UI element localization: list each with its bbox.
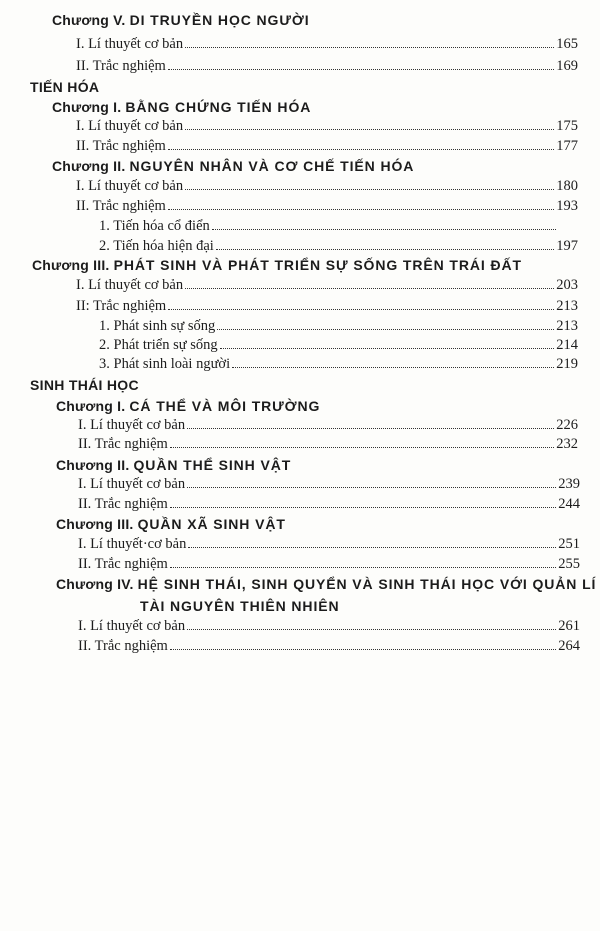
entry-page: 244 (558, 496, 580, 512)
dot-leader (168, 208, 554, 210)
entry-page: 175 (556, 118, 578, 134)
entry-label: 3. Phát sinh loài người (99, 356, 231, 372)
entry-label: II. Trắc nghiệm (76, 58, 166, 74)
toc-entry[interactable] (78, 417, 578, 434)
chapter-label: Chương V. (52, 12, 126, 28)
dot-leader (185, 287, 554, 289)
toc-entry[interactable] (99, 318, 578, 335)
dot-leader (217, 328, 554, 330)
toc-entry[interactable] (78, 436, 578, 453)
entry-label: I. Lí thuyết·cơ bản (78, 536, 187, 552)
dot-leader (220, 347, 555, 349)
entry-label: I. Lí thuyết cơ bản (76, 178, 184, 194)
dot-leader (187, 486, 556, 488)
dot-leader (187, 628, 556, 630)
dot-leader (216, 248, 554, 250)
dot-leader (212, 228, 556, 230)
dot-leader (232, 366, 554, 368)
entry-page: 180 (556, 178, 578, 194)
chapter-heading (52, 12, 309, 28)
toc-entry[interactable] (76, 118, 578, 135)
toc-entry[interactable] (78, 618, 580, 635)
toc-entry[interactable] (76, 298, 578, 315)
dot-leader (170, 446, 554, 448)
toc-entry[interactable] (78, 536, 580, 553)
toc-entry[interactable] (78, 476, 580, 493)
entry-page: 169 (556, 58, 578, 74)
entry-page: 261 (558, 618, 580, 634)
entry-page: 239 (558, 476, 580, 492)
entry-label: II. Trắc nghiệm (78, 436, 168, 452)
entry-label: II. Trắc nghiệm (76, 138, 166, 154)
chapter-heading (32, 257, 522, 273)
chapter-label: Chương I. (56, 398, 126, 414)
chapter-title: HỆ SINH THÁI, SINH QUYỂN VÀ SINH THÁI HỌC VỚI QUẢN LÍ (137, 576, 597, 592)
dot-leader (168, 148, 554, 150)
part-title: SINH THÁI HỌC (30, 377, 139, 393)
part-heading (30, 79, 99, 95)
dot-leader (170, 506, 556, 508)
entry-page: 251 (558, 536, 580, 552)
toc-entry[interactable] (99, 356, 578, 373)
entry-page: 213 (556, 298, 578, 314)
chapter-label: Chương III. (32, 257, 110, 273)
dot-leader (188, 546, 556, 548)
dot-leader (185, 46, 554, 48)
toc-entry[interactable] (78, 556, 580, 573)
entry-label: II. Trắc nghiệm (78, 496, 168, 512)
dot-leader (185, 188, 554, 190)
toc-entry[interactable] (76, 198, 578, 215)
entry-page: 203 (556, 277, 578, 293)
entry-label: I. Lí thuyết cơ bản (76, 118, 184, 134)
toc-entry[interactable] (76, 36, 578, 53)
entry-label: I. Lí thuyết cơ bản (76, 277, 184, 293)
part-title: TIẾN HÓA (30, 79, 100, 95)
chapter-heading-continued (140, 598, 339, 614)
chapter-label: Chương I. (52, 99, 122, 115)
entry-page: 177 (556, 138, 578, 154)
chapter-label: Chương III. (56, 516, 134, 532)
entry-label: 2. Tiến hóa hiện đại (99, 238, 214, 254)
toc-entry[interactable] (76, 277, 578, 294)
entry-label: 1. Phát sinh sự sống (99, 318, 216, 334)
dot-leader (170, 648, 556, 650)
entry-label: I. Lí thuyết cơ bản (78, 417, 186, 433)
entry-page: 214 (556, 337, 578, 353)
entry-label: I. Lí thuyết cơ bản (76, 36, 184, 52)
entry-label: II. Trắc nghiệm (78, 638, 168, 654)
entry-label: 1. Tiến hóa cổ điển (99, 218, 210, 234)
chapter-heading (52, 158, 414, 174)
entry-page: 165 (556, 36, 578, 52)
entry-page: 255 (558, 556, 580, 572)
chapter-title-line2: TÀI NGUYÊN THIÊN NHIÊN (140, 598, 340, 614)
entry-label: II. Trắc nghiệm (78, 556, 168, 572)
chapter-heading (56, 457, 291, 473)
chapter-label: Chương IV. (56, 576, 134, 592)
entry-label: II. Trắc nghiệm (76, 198, 166, 214)
chapter-heading (56, 398, 320, 414)
entry-page: 197 (556, 238, 578, 254)
chapter-title: BẰNG CHỨNG TIẾN HÓA (125, 99, 312, 115)
entry-label: 2. Phát triển sự sống (99, 337, 218, 353)
chapter-heading (56, 576, 596, 592)
entry-label: I. Lí thuyết cơ bản (78, 476, 186, 492)
entry-label: I. Lí thuyết cơ bản (78, 618, 186, 634)
dot-leader (170, 566, 556, 568)
chapter-heading (56, 516, 286, 532)
toc-entry[interactable] (99, 337, 578, 354)
toc-entry[interactable] (78, 638, 580, 655)
part-heading (30, 377, 139, 393)
chapter-title: CÁ THỂ VÀ MÔI TRƯỜNG (129, 398, 321, 414)
entry-page: 264 (558, 638, 580, 654)
chapter-heading (52, 99, 311, 115)
chapter-title: QUẦN XÃ SINH VẬT (137, 516, 286, 532)
chapter-label: Chương II. (56, 457, 130, 473)
dot-leader (168, 68, 554, 70)
toc-entry[interactable] (76, 178, 578, 195)
toc-entry[interactable] (78, 496, 580, 513)
entry-label: II: Trắc nghiệm (76, 298, 167, 314)
entry-page: 226 (556, 417, 578, 433)
toc-entry[interactable] (76, 58, 578, 75)
chapter-title: QUẦN THỂ SINH VẬT (133, 457, 292, 473)
chapter-title: DI TRUYỀN HỌC NGƯỜI (129, 12, 310, 28)
chapter-label: Chương II. (52, 158, 126, 174)
entry-page: 232 (556, 436, 578, 452)
dot-leader (185, 128, 554, 130)
entry-page: 213 (556, 318, 578, 334)
entry-page: 219 (556, 356, 578, 372)
toc-entry[interactable] (76, 138, 578, 155)
toc-entry[interactable] (99, 238, 578, 255)
entry-page: 193 (556, 198, 578, 214)
dot-leader (187, 427, 554, 429)
chapter-title: PHÁT SINH VÀ PHÁT TRIỂN SỰ SỐNG TRÊN TRÁI ĐẤT (113, 257, 522, 273)
chapter-title: NGUYÊN NHÂN VÀ CƠ CHẾ TIẾN HÓA (129, 158, 415, 174)
toc-entry[interactable] (99, 218, 578, 235)
dot-leader (168, 308, 554, 310)
